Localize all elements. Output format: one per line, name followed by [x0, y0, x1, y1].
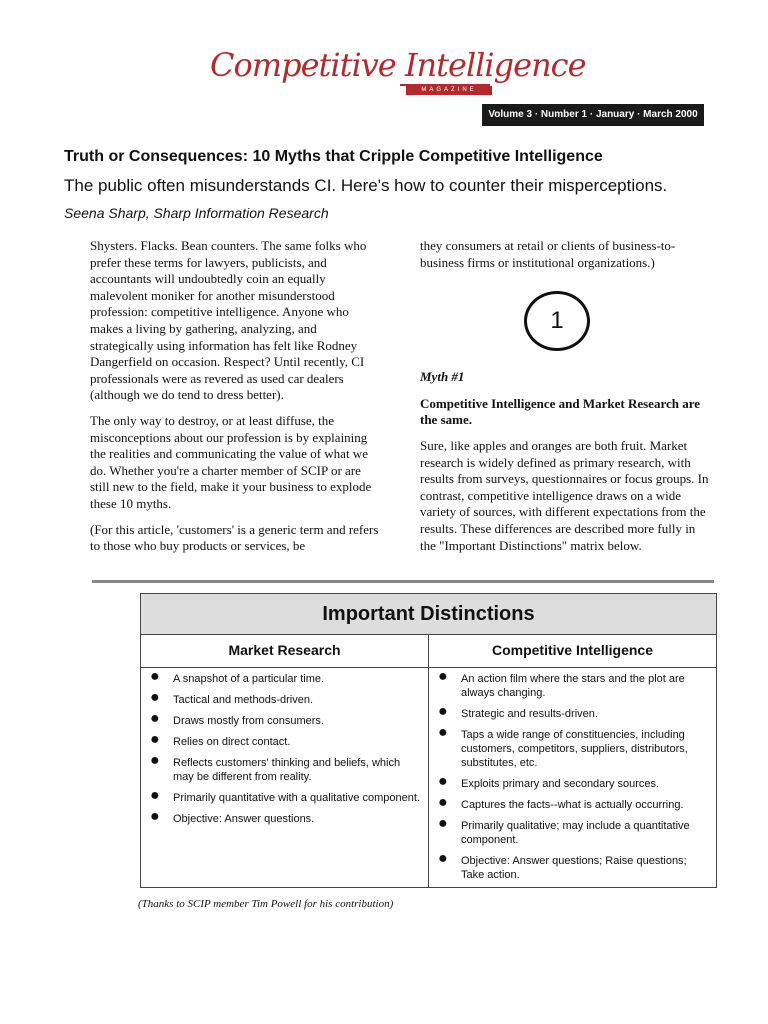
- table-credit: (Thanks to SCIP member Tim Powell for his contribution): [138, 898, 394, 910]
- table-body: [141, 668, 716, 888]
- bullet-icon: ●: [150, 689, 160, 706]
- section-divider: [92, 580, 714, 583]
- myth-heading: Competitive Intelligence and Market Research are the same.: [420, 395, 701, 428]
- column-header-competitive-intelligence: Competitive Intelligence: [491, 642, 654, 658]
- issue-banner: Volume 3 · Number 1 · January · March 2000: [482, 104, 704, 126]
- list-item: ● Primarily quantitative with a qualitative component.: [150, 787, 421, 804]
- bullet-icon: ●: [438, 815, 448, 832]
- article-title: Truth or Consequences: 10 Myths that Cripple Competitive Intelligence: [64, 148, 603, 165]
- bullet-icon: ●: [150, 731, 160, 748]
- market-research-cell: [141, 668, 429, 888]
- list-item: ● Primarily qualitative; may include a quantitative component.: [438, 815, 690, 846]
- list-item: ● Objective: Answer questions.: [150, 808, 315, 825]
- list-item: ● Relies on direct contact.: [150, 731, 291, 748]
- bullet-icon: ●: [438, 724, 448, 741]
- bullet-icon: ●: [150, 710, 160, 727]
- competitive-intelligence-list: [437, 668, 710, 882]
- body-paragraph: (For this article, 'customers' is a generic term and refers to those who buy products or services, be: [90, 521, 379, 554]
- distinctions-table: [140, 593, 717, 888]
- list-item: ● Reflects customers' thinking and beliefs, which may be different from reality.: [150, 752, 401, 783]
- article-subtitle: The public often misunderstands CI. Here's how to counter their misperceptions.: [64, 176, 668, 195]
- table-title: Important Distinctions: [141, 594, 716, 635]
- bullet-icon: ●: [150, 808, 160, 825]
- bullet-icon: ●: [438, 703, 448, 720]
- list-item: ● An action film where the stars and the plot are always changing.: [438, 668, 685, 699]
- list-item: ● Strategic and results-driven.: [438, 703, 598, 720]
- bullet-icon: ●: [438, 773, 448, 790]
- body-column-left: [90, 238, 380, 564]
- bullet-icon: ●: [150, 752, 160, 769]
- column-header-market-research: Market Research: [141, 635, 429, 667]
- logo-subtitle: MAGAZINE: [406, 86, 492, 95]
- list-item: ● A snapshot of a particular time.: [150, 668, 325, 685]
- list-item: ● Draws mostly from consumers.: [150, 710, 324, 727]
- bullet-icon: ●: [150, 668, 160, 685]
- article-author: Seena Sharp, Sharp Information Research: [64, 205, 329, 221]
- list-item: ● Taps a wide range of constituencies, including customers, competitors, suppliers, distributors, substitutes, etc.: [438, 724, 688, 769]
- competitive-intelligence-cell: [429, 668, 716, 888]
- bullet-icon: ●: [150, 787, 160, 804]
- bullet-icon: ●: [438, 794, 448, 811]
- list-item: ● Captures the facts--what is actually occurring.: [438, 794, 684, 811]
- myth-label: Myth #1: [420, 369, 465, 385]
- market-research-list: [149, 668, 422, 826]
- myth-number-badge: 1: [524, 291, 590, 351]
- list-item: ● Tactical and methods-driven.: [150, 689, 314, 706]
- magazine-logo: [210, 40, 586, 104]
- body-paragraph: The only way to destroy, or at least diffuse, the misconceptions about our profession is by explaining the realities and communicating the value of what we do. Whether you're a charter member of SCIP or are still new to the field, make it your business to explode these 10 myths.: [90, 412, 372, 511]
- table-header-row: [141, 635, 716, 668]
- list-item: ● Exploits primary and secondary sources.: [438, 773, 660, 790]
- body-column-right: [420, 238, 710, 563]
- body-paragraph: Shysters. Flacks. Bean counters. The same folks who prefer these terms for lawyers, publicists, and accountants will undoubtedly coin an equally malevolent moniker for another misunderstood profession: competitive intelligence. Anyone who makes a living by gathering, analyzing, and strategically using information has felt like Rodney Dangerfield on occasion. Respect? Until recently, CI professionals were as revered as used car dealers (although we do tend to dress better).: [90, 238, 367, 403]
- logo-wordmark: Competitive Intelligence: [210, 46, 586, 84]
- bullet-icon: ●: [438, 668, 448, 685]
- myth-body: Sure, like apples and oranges are both fruit. Market research is widely defined as primary research, with results from surveys, questionnaires or focus groups. In contrast, competitive intelligence draws on a wide variety of sources, with different expectations from the results. These differences are described more fully in the "Important Distinctions" matrix below.: [420, 437, 709, 553]
- body-paragraph: they consumers at retail or clients of business-to-business firms or institutional organizations.): [420, 238, 676, 270]
- list-item: ● Objective: Answer questions; Raise questions; Take action.: [438, 850, 687, 881]
- bullet-icon: ●: [438, 850, 448, 867]
